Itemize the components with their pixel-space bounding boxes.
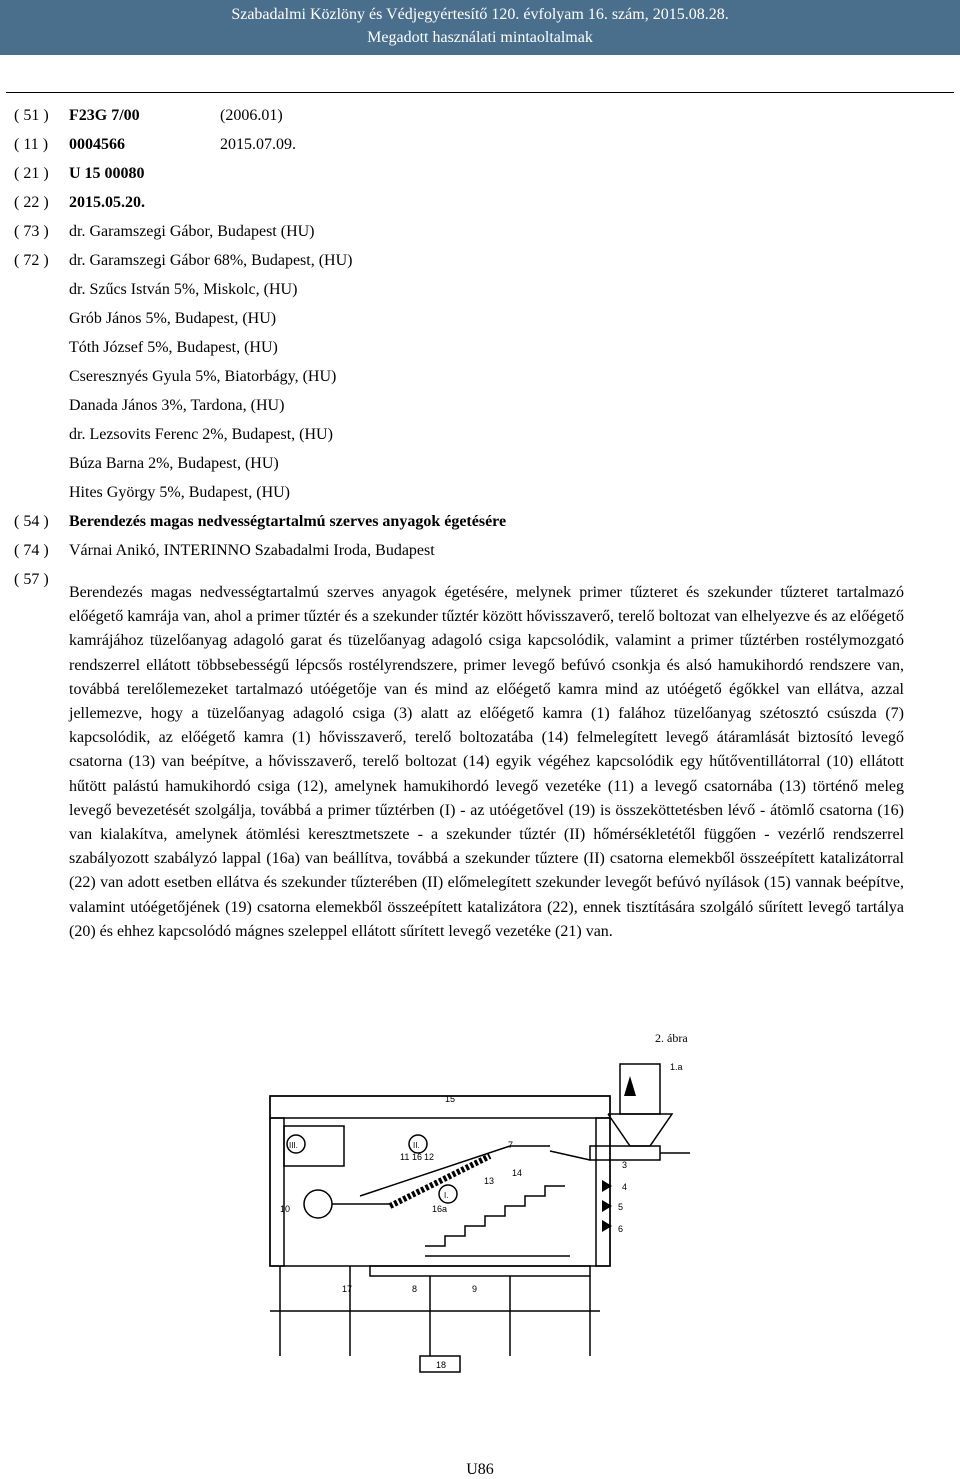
left-wall xyxy=(270,1118,284,1266)
callout: 4 xyxy=(622,1182,628,1192)
callout: II. xyxy=(413,1141,420,1150)
callout: 12 xyxy=(424,1152,435,1162)
callout: 16a xyxy=(432,1204,448,1214)
callout: 1.a xyxy=(670,1062,683,1072)
holder: dr. Garamszegi Gábor, Budapest (HU) xyxy=(69,223,315,240)
field-code: ( 74 ) xyxy=(14,542,49,559)
page-header xyxy=(0,0,960,55)
callout: 13 xyxy=(484,1176,495,1186)
inventor: Danada János 3%, Tardona, (HU) xyxy=(69,397,285,414)
field-code: ( 22 ) xyxy=(14,194,49,211)
callout: 17 xyxy=(342,1284,353,1294)
inventor: Grób János 5%, Budapest, (HU) xyxy=(69,310,277,327)
inventor-row xyxy=(14,362,944,391)
field-72 xyxy=(14,246,944,275)
distribution-slide xyxy=(550,1151,590,1160)
header-section-title: Megadott használati mintaoltalmak xyxy=(367,29,593,46)
field-74 xyxy=(14,536,944,565)
field-code: ( 21 ) xyxy=(14,165,49,182)
field-73 xyxy=(14,217,944,246)
callout: 9 xyxy=(472,1284,478,1294)
inventor-row xyxy=(14,391,944,420)
callout: I. xyxy=(444,1191,449,1200)
invention-title: Berendezés magas nedvességtartalmú szerves anyagok égetésére xyxy=(69,513,507,530)
inventor-row xyxy=(14,304,944,333)
callout: 15 xyxy=(445,1094,456,1104)
hopper xyxy=(620,1064,660,1114)
field-code: ( 51 ) xyxy=(14,107,49,124)
feed-screw xyxy=(590,1146,660,1160)
field-code: ( 73 ) xyxy=(14,223,49,240)
filing-date: 2015.05.20. xyxy=(69,194,145,211)
inventor-row xyxy=(14,478,944,507)
registration-number: 0004566 xyxy=(69,136,125,153)
field-code: ( 11 ) xyxy=(14,136,49,153)
callout: 10 xyxy=(280,1204,291,1214)
callout: 3 xyxy=(622,1160,628,1170)
abstract-text: Berendezés magas nedvességtartalmú szerves anyagok égetésére, melynek primer tűzteret és szekunder tűzteret tartalmazó előégető kamrája van, ahol a primer tűztér és a szekunder tűztér között hővisszaverő, terelő boltozat van elhelyezve és az előégető kamrájához tüzelőanyag adagoló garat és tüzelőanyag adagoló csiga kapcsolódik, valamint a primer tűztérben rostélymozgató rendszerrel ellátott többsebességű lépcsős rostélyrendszere, primer levegő befúvó csonkja és alsó hamukihordó rendszere van, továbbá terelőlemezeket tartalmazó utóégetője van és mind az előégető kamra mind az utóégető égőkkel van ellátva, azzal jellemezve, hogy a tüzelőanyag adagoló csiga (3) alatt az előégető kamra (1) falához tüzelőanyag szétosztó csúszda (7) kapcsolódik, az előégető kamra (1) hővisszaverő, terelő boltozatába (14) felmelegített levegő átáramlását biztosító levegő csatorna (13) van beépítve, a hővisszaverő, terelő boltozat (14) egyik végéhez kapcsolódik egy hűtőventillátorral (10) ellátott hűtött palástú hamukihordó csiga (12), amelynek hamukihordó levegő vezetéke (11) a levegő csatornába (13) történő meleg levegő bevezetését szolgálja, továbbá a primer tűztérben (I) - az utóégetővel (19) is összeköttetésben lévő - átömlő csatorna (16) van kialakítva, amelynek átömlési keresztmetszete - a szekunder tűztér (II) hőmérsékletétől függően - vezérlő rendszerrel szabályozott szabályzó lappal (16a) van beállítva, továbbá a szekunder tűztere (II) csatorna elemekből összeépített katalizátorral (22) van adott esetben ellátva és szekunder tűzterében (II) előmelegített szekunder levegőt befúvó nyílások (15) vannak beépítve, valamint utóégetőjének (19) csatorna elemekből összeépített katalizátora (22), ennek tisztítására szolgáló sűrített levegő tartálya (20) és ehhez kapcsolódó mágnes szeleppel ellátott sűrített levegő vezetéke (21) van. xyxy=(69,584,904,940)
field-11 xyxy=(14,130,944,159)
field-21 xyxy=(14,159,944,188)
inventor-row xyxy=(14,420,944,449)
callout: 16 xyxy=(412,1152,423,1162)
inventor: dr. Lezsovits Ferenc 2%, Budapest, (HU) xyxy=(69,426,333,443)
callout: 14 xyxy=(512,1168,523,1178)
inventor-row xyxy=(14,449,944,478)
inventor: Hites György 5%, Budapest, (HU) xyxy=(69,484,291,501)
page-number: U86 xyxy=(466,1461,494,1478)
field-code: ( 54 ) xyxy=(14,513,49,530)
inventor: dr. Szűcs István 5%, Miskolc, (HU) xyxy=(69,281,298,298)
cooling-fan xyxy=(304,1190,332,1218)
header-divider xyxy=(6,92,954,93)
bibliographic-fields xyxy=(14,101,944,594)
field-54 xyxy=(14,507,944,536)
right-wall xyxy=(596,1118,610,1266)
field-code: ( 57 ) xyxy=(14,571,49,588)
technical-drawing xyxy=(250,1056,750,1376)
callout: 5 xyxy=(618,1202,624,1212)
inventor-row xyxy=(14,333,944,362)
callout: 7 xyxy=(508,1140,514,1150)
inventor-row xyxy=(14,275,944,304)
figure-caption: 2. ábra xyxy=(655,1031,688,1045)
callout: 18 xyxy=(436,1360,447,1370)
callout: 8 xyxy=(412,1284,418,1294)
inventor: dr. Garamszegi Gábor 68%, Budapest, (HU) xyxy=(69,252,353,269)
callout: III. xyxy=(289,1141,298,1150)
top-insulation xyxy=(270,1096,610,1118)
inventor: Búza Barna 2%, Budapest, (HU) xyxy=(69,455,279,472)
callout: 11 xyxy=(400,1152,410,1162)
application-number: U 15 00080 xyxy=(69,165,145,182)
ash-conveyor xyxy=(370,1266,590,1276)
ipc-class: F23G 7/00 xyxy=(69,107,140,124)
inventor: Cseresznyés Gyula 5%, Biatorbágy, (HU) xyxy=(69,368,337,385)
header-journal-line: Szabadalmi Közlöny és Védjegyértesítő 120. évfolyam 16. szám, 2015.08.28. xyxy=(231,6,729,23)
inventor: Tóth József 5%, Budapest, (HU) xyxy=(69,339,278,356)
representative: Várnai Anikó, INTERINNO Szabadalmi Iroda, Budapest xyxy=(69,542,435,559)
field-code: ( 72 ) xyxy=(14,252,49,269)
callout: 6 xyxy=(618,1224,624,1234)
fuel-arrow xyxy=(624,1076,636,1096)
field-22 xyxy=(14,188,944,217)
hopper-funnel xyxy=(608,1114,672,1146)
ipc-version: (2006.01) xyxy=(220,107,283,124)
grant-date: 2015.07.09. xyxy=(220,136,296,153)
field-51 xyxy=(14,101,944,130)
